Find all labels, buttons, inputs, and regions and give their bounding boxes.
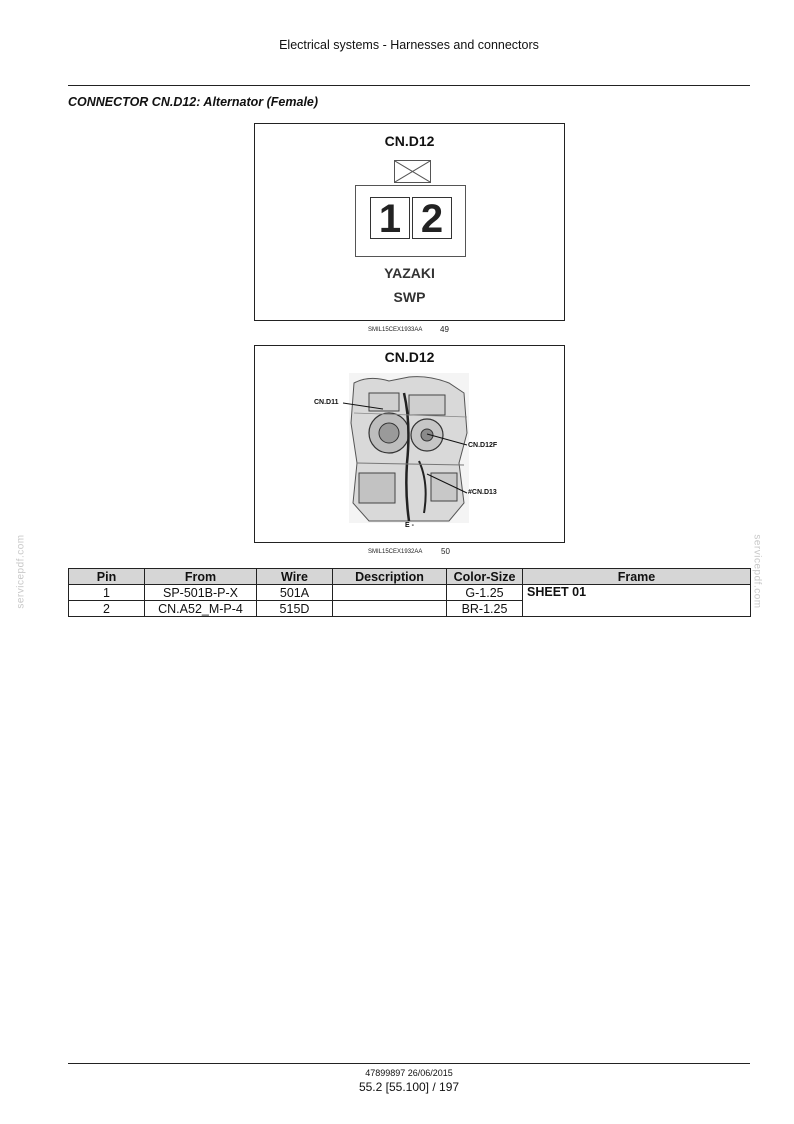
cell-from: CN.A52_M-P-4 (145, 601, 257, 617)
header-divider (68, 85, 750, 86)
figure-title: CN.D12 (384, 133, 435, 149)
col-header-frame: Frame (523, 569, 751, 585)
pin-table (68, 568, 751, 617)
cell-pin: 2 (69, 601, 145, 617)
connector-manufacturer: YAZAKI (384, 265, 435, 281)
pin-cell-1: 1 (370, 197, 410, 239)
connector-face-figure (254, 123, 565, 321)
col-header-wire: Wire (257, 569, 333, 585)
callout-leaders (255, 346, 566, 544)
connector-location-figure (254, 345, 565, 543)
table-row (69, 585, 751, 601)
connector-latch-icon (394, 160, 431, 183)
col-header-color-size: Color-Size (447, 569, 523, 585)
label-e: E - (405, 522, 414, 529)
cell-description (333, 585, 447, 601)
caption-number: 50 (441, 547, 450, 556)
watermark-left: servicepdf.com (15, 534, 27, 609)
cell-wire: 501A (257, 585, 333, 601)
cell-color-size: BR-1.25 (447, 601, 523, 617)
cell-color-size: G-1.25 (447, 585, 523, 601)
label-cn-d11: CN.D11 (314, 399, 339, 406)
footer-page-number: 55.2 [55.100] / 197 (358, 1080, 460, 1094)
cell-wire: 515D (257, 601, 333, 617)
cell-from: SP-501B-P-X (145, 585, 257, 601)
caption-code: SMIL15CEX1933AA (368, 327, 423, 333)
cell-description (333, 601, 447, 617)
col-header-pin: Pin (69, 569, 145, 585)
footer-doc-id: 47899897 26/06/2015 (365, 1068, 453, 1078)
figure-title: CN.D12 (384, 349, 435, 365)
label-cn-d12f: CN.D12F (468, 442, 498, 449)
figure-caption-2 (368, 547, 450, 556)
caption-code: SMIL15CEX1932AA (368, 549, 423, 555)
caption-number: 49 (440, 325, 449, 334)
watermark-right: servicepdf.com (751, 534, 763, 609)
section-title: CONNECTOR CN.D12: Alternator (Female) (68, 95, 319, 109)
page-header-title: Electrical systems - Harnesses and connectors (279, 38, 539, 52)
connector-series: SWP (393, 289, 426, 305)
col-header-from: From (145, 569, 257, 585)
cell-frame: SHEET 01 (523, 585, 751, 617)
figure-caption-1 (368, 325, 449, 334)
pin-cell-2: 2 (412, 197, 452, 239)
cell-pin: 1 (69, 585, 145, 601)
col-header-description: Description (333, 569, 447, 585)
table-header-row (69, 569, 751, 585)
footer-divider (68, 1063, 750, 1064)
label-cn-d13: #CN.D13 (468, 489, 497, 496)
